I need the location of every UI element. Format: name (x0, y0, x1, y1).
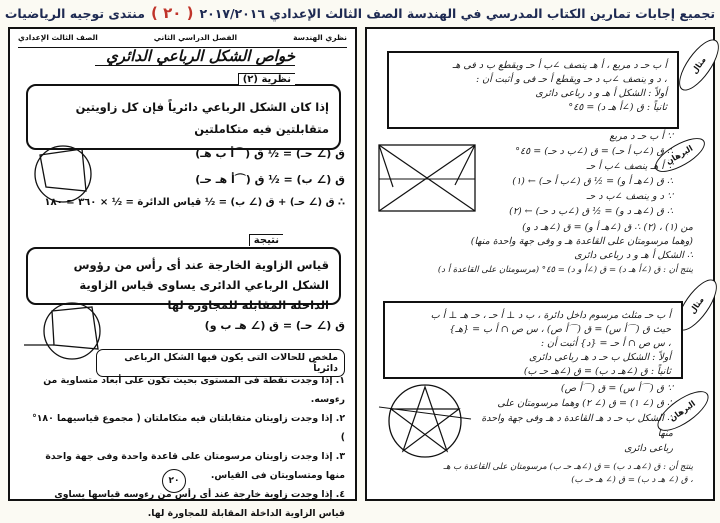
proof-2-conclusion (373, 461, 693, 487)
theorem-text: إذا كان الشكل الرباعي دائرياً فإن كل زاويتين متقابلتين فيه متكاملتين (75, 100, 329, 136)
example-line: ، س ص ∩ أ حـ = {د} أثبت أن : (540, 338, 671, 349)
example-line: أ ب حـ د مربع ، أ هـ ينصف ∠ب أ حـ ويقطع ب د فى هـ (452, 60, 667, 71)
proof-line: ينتج أن : ق (∠أ هـ د) = ق (∠أ و د) = ٤٥° (مرسومتان على القاعدة أ د) (437, 265, 693, 275)
result-text: قياس الزاوية الخارجة عند أى رأس من رؤوس الشكل الرباعي الدائرى يساوى قياس الزاوية الداخلة المقابلة للمجاورة لها (73, 258, 329, 312)
answer-sheet (365, 27, 715, 501)
example-line: ثانياً : ق (∠أ هـ د) = ٤٥° (568, 102, 667, 113)
header-title: تجميع إجابات تمارين الكتاب المدرسي في الهندسة الصف الثالث الإعدادي ٢٠١٧/٢٠١٦ (199, 5, 716, 21)
example-line: حيث ق (⌒أ س) = ق (⌒أ ص) ، س ص ∩ أ ب = {هـ} (449, 324, 671, 335)
proof-line: من (١) ، (٢) ∴ ق (∠هـ أ و) = ق (∠هـ د و) (522, 222, 693, 233)
example-2-box (383, 301, 683, 379)
equation-1: ق (∠ حـ) = ½ ق (⌒أ ب هـ) (195, 147, 345, 160)
proof-2 (477, 381, 673, 456)
exterior-angle-figure (20, 301, 104, 361)
proof-line: ∴ ق (∠هـ أ و) = ½ ق (∠ب أ حـ) ← (١) (512, 176, 673, 187)
grade-label: الصف الثالث الإعدادي (18, 33, 98, 42)
proof-line: ∴ الشكل ب حـ د هـ القاعدة د هـ وفى جهة واحدة منها (481, 413, 673, 439)
example-line: أولاً : الشكل أ هـ و د رباعى دائرى (535, 88, 667, 99)
summary-heading: ملخص للحالات التى يكون فيها الشكل الرباعى دائرياً (96, 349, 345, 377)
proof-line: ، ق (∠ هـ د ب) = ق (∠ هـ حـ ب) (571, 475, 693, 485)
proof-1-conclusion (373, 221, 693, 277)
proof-tag: البرهان (650, 131, 709, 178)
page-number: ٢٠ (162, 469, 186, 493)
proof-line: ∵ أ هـ ينصف ∠ب أ حـ (586, 161, 673, 172)
result-equation: ق (∠ حـ) = ق (∠ هـ ب و) (204, 319, 345, 332)
proof-line: ∴ ق (∠ب أ حـ) = ق (∠ب د حـ) = ٤٥° (515, 146, 673, 157)
proof-line: ∴ ق (∠هـ د و) = ½ ق (∠ب د حـ) ← (٢) (509, 206, 673, 217)
example-line: ثانياً : ق (∠هـ د ب) = ق (∠هـ حـ ب) (523, 366, 671, 377)
example-line: أولاً : الشكل ب حـ د هـ رباعى دائرى (529, 352, 671, 363)
example-line: أ ب حـ مثلث مرسوم داخل دائرة ، ب د ⊥ أ حـ ، حـ هـ ⊥ أ ب (430, 310, 671, 321)
summary-list (30, 371, 345, 523)
issue-number: ( ٢٠ ) (151, 4, 194, 22)
proof-line: رباعى دائرى (624, 443, 673, 454)
summary-item: ٤. إذا وجدت زاوية خارجة عند أى رأس من رءوسه قياسها يساوى قياس الزاوية الداخلة المقابلة للمجاورة لها. (54, 489, 345, 519)
proof-1 (487, 129, 673, 219)
proof-line: ∴ الشكل أ هـ و د رباعى دائرى (574, 250, 693, 261)
term-label: الفصل الدراسي الثاني (153, 33, 238, 42)
proof-tag: البرهان (652, 384, 715, 438)
example-1-box (387, 51, 679, 129)
example-tag: مثال (672, 34, 720, 97)
page-header (0, 0, 720, 26)
square-figure (375, 139, 479, 215)
example-line: ، د و ينصف ∠ب د حـ ويقطع أ حـ فى و أثبت أن : (475, 74, 667, 85)
result-tag: نتيجة (249, 234, 283, 246)
sheet-meta (18, 33, 347, 48)
proof-line: ∵ د و ينصف ∠ب د حـ (586, 191, 673, 202)
subject-label: نظري الهندسة (293, 33, 347, 42)
forum-name: منتدى توجيه الرياضيات (4, 5, 145, 21)
proof-line: (وهما مرسومتان على القاعدة هـ و وفى جهة واحدة منها) (470, 236, 693, 247)
theorem-tag: نظرية (٢) (238, 73, 295, 85)
proof-line: ∵ ق (⌒أ س) = ق (⌒أ ص) (560, 383, 673, 394)
inscribed-star-figure (375, 379, 475, 463)
summary-item: ٢. إذا وجدت زاويتان متقابلتان فيه متكاملتان ( مجموع قياسيهما ١٨٠° ) (32, 413, 345, 443)
lesson-title: خواص الشكل الرباعي الدائري (95, 47, 295, 66)
equation-2: ق (∠ ب) = ½ ق (⌒أ هـ حـ) (195, 173, 345, 186)
lesson-sheet (8, 27, 357, 519)
proof-line: ∵ أ ب حـ د مربع (609, 131, 673, 142)
equation-3: ∴ ق (∠ حـ) + ق (∠ ب) = ½ قياس الدائرة = ½ × ٣٦٠ = ١٨٠ (44, 197, 345, 208)
example-tag: مثال (670, 274, 720, 337)
result-box (26, 247, 341, 312)
proof-line: ينتج أن : ق (∠هـ د ب) = ق (∠هـ حـ ب) مرسومتان على القاعدة ب هـ (443, 462, 693, 472)
summary-item: ٣. إذا وجدت زاويتان مرسومتان على قاعدة واحدة وفى جهة واحدة منها ومتساويتان فى القياس. (45, 451, 345, 481)
summary-item: ١. إذا وجدت نقطة فى المستوى بحيث تكون على أبعاد متساوية من رءوسه. (43, 375, 345, 405)
proof-line: ∴ ق (∠ ١) = ق (∠ ٢) وهما مرسومتان على (497, 398, 673, 409)
